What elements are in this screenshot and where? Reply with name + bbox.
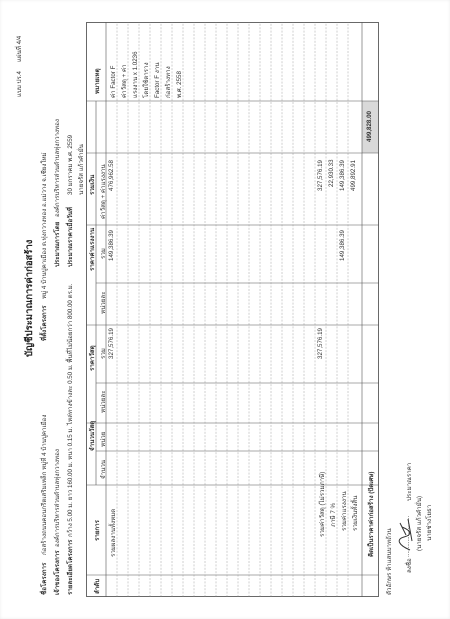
col-lab-unit-price-header: หน่วยละ (100, 291, 107, 314)
location-label: ที่ตั้งโครงการ (41, 305, 48, 341)
document-title: บัญชีประมาณการค่าก่อสร้าง (24, 239, 35, 357)
summary-material-value: 327,576.19 (317, 328, 324, 359)
col-sum-group-header: รวมเงิน (89, 174, 96, 195)
col-qty-group-header: จำนวนวัสดุ (89, 420, 96, 451)
final-price-label: คิดเป็นราคาค่าก่อสร้าง (ปัดเศษ) (368, 471, 375, 557)
rotated-document-sheet (12, 22, 432, 597)
row-total-works-material: 327,576.19 (108, 328, 115, 359)
col-remarks-header: หมายเหตุ (94, 68, 101, 94)
signature-role: ประมาณราคา (406, 462, 413, 501)
remark-line: ค่า Factor F (110, 65, 117, 98)
project-name: ก่อสร้างถนนคอนกรีตเสริมเหล็ก หมู่ที่ 4 บ้านปูคาเมือง (41, 414, 48, 555)
col-unit-header: หน่วย (100, 431, 107, 447)
page-number: แผ่นที่ 4/4 (16, 35, 23, 62)
form-code: แบบ ปร.4 (16, 71, 23, 97)
checker-name: นายจรัส แก้วคำมั่น (78, 144, 85, 195)
row-total-works-labor: 149,386.39 (108, 230, 115, 261)
remark-line: แรงงาน x 1.0236 (132, 51, 139, 98)
spec-label: รายละเอียดโครงการ (67, 539, 74, 595)
summary-vat-label: ภาษี 7 % (330, 502, 337, 527)
summary-labor-sum: 149,386.39 (339, 160, 346, 191)
project-location: หมู่ 4 บ้านปูคาเมือง ต.ทุ่งกวางทอง อ.แม่วาง จ.เชียงใหม่ (41, 152, 48, 299)
remark-line: Factor F งาน (154, 62, 161, 98)
col-mat-total-header: รวม (100, 348, 107, 359)
summary-material-label: รวมค่าวัสดุ (ไม่รวมภาษี) (319, 471, 326, 537)
summary-material-sum: 327,576.19 (317, 160, 324, 191)
project-spec: กว้าง 5.00 ม. ยาว 160.00 ม. หนา 0.15 ม. ไหล่ทางข้างละ 0.50 ม. พื้นที่ไม่น้อยกว่า 800.00 ตร.ม. (67, 283, 74, 537)
estimator-label: ประมาณการโดย (54, 221, 61, 267)
col-material-group-header: ราคาวัสดุ (89, 345, 96, 371)
summary-grand-label: รวมเงินทั้งสิ้น (352, 495, 359, 531)
estimator-name: องค์การบริหารส่วนตำบลทุ่งกวางทอง (54, 119, 61, 217)
remark-line: พ.ศ. 2558 (176, 71, 183, 98)
col-qty-header: จำนวน (100, 459, 107, 479)
col-mat-unit-price-header: หน่วยละ (100, 390, 107, 413)
summary-grand-sum: 499,892.91 (350, 160, 357, 191)
amount-in-words: ตัวอักษร ห้าแสนบาทถ้วน (386, 528, 393, 595)
remark-line: โดยใช้ตาราง (143, 62, 150, 98)
col-lab-total-header: รวม (100, 248, 107, 259)
project-owner: องค์การบริหารส่วนตำบลทุ่งกวางทอง (54, 449, 61, 547)
row-total-works-sum: 476,962.58 (108, 160, 115, 191)
remark-line: ก่อสร้างทาง (165, 66, 172, 98)
final-price-value: 499,828.00 (366, 111, 373, 142)
project-label: ชื่อโครงการ (41, 562, 48, 595)
date-label: ประมาณราคาเมื่อวันที่ (67, 207, 74, 267)
col-item-header: รายการ (94, 520, 101, 541)
estimate-date: 30 มกราคม พ.ศ. 2559 (67, 134, 74, 195)
summary-labor-value: 149,386.39 (339, 230, 346, 261)
owner-label: เจ้าของโครงการ (54, 550, 61, 595)
signer-position: นายช่างโยธา (426, 504, 433, 541)
signature-line: ........................ (404, 515, 411, 557)
signature-prefix: ลงชื่อ (406, 558, 413, 573)
signer-name: (นายจรัส แก้วคำมั่น) (416, 495, 423, 551)
summary-vat-sum: 22,930.33 (328, 159, 335, 187)
summary-labor-label: รวมค่าแรงงาน (341, 491, 348, 531)
remark-line: ค่าวัสดุ + ค่า (121, 64, 128, 98)
col-sum-sub-header: ค่าวัสดุ + ค่าแรงงาน (100, 164, 107, 219)
col-no-header: ลำดับ (94, 578, 101, 594)
row-total-works-label: รวมผลงานทั้งหมด (110, 508, 117, 557)
col-labor-group-header: ราคาค่าแรงงาน (89, 227, 96, 271)
